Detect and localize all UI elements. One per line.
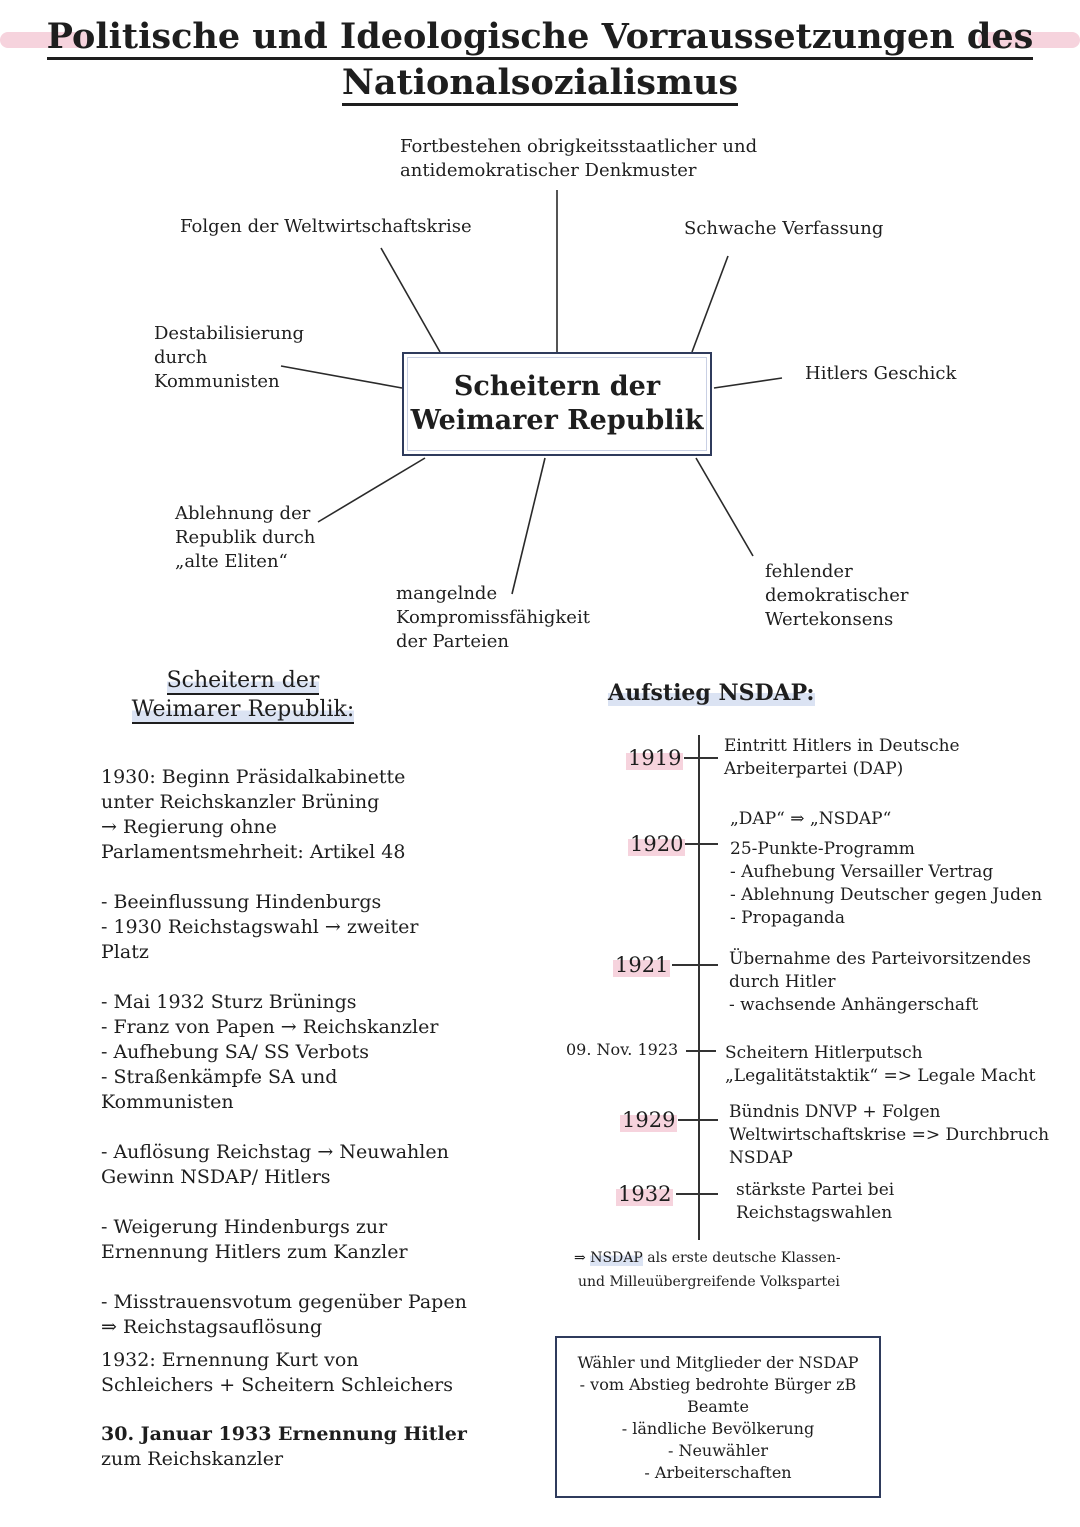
year-1932-label: 1932 xyxy=(618,1182,672,1206)
left-block-1-line-3: → Regierung ohne xyxy=(101,816,277,838)
left-block-5-line-2: Ernennung Hitlers zum Kanzler xyxy=(101,1241,408,1263)
year-1932 xyxy=(616,1181,673,1207)
footnote-text: als erste deutsche Klassen- xyxy=(647,1250,841,1266)
tick-1919 xyxy=(684,757,718,759)
left-heading-line-2: Weimarer Republik: xyxy=(131,697,355,722)
branch-bottom-line-1: mangelnde xyxy=(396,583,498,604)
left-block-3 xyxy=(101,990,438,1115)
left-block-3-line-3: - Aufhebung SA/ SS Verbots xyxy=(101,1041,369,1063)
branch-bottom-line-2: Kompromissfähigkeit xyxy=(396,607,590,628)
mindmap-center-box xyxy=(402,352,712,456)
event-1923-line-1: Scheitern Hitlerputsch xyxy=(725,1043,923,1063)
event-1923-line-2: „Legalitätstaktik“ => Legale Macht xyxy=(725,1066,1036,1086)
branch-bottom-left-line-1: Ablehnung der xyxy=(175,503,311,524)
timeline-heading xyxy=(608,678,815,708)
voter-box-line-3: Beamte xyxy=(687,1397,749,1416)
event-1921 xyxy=(729,948,1031,1017)
left-block-8-line-1: 30. Januar 1933 Ernennung Hitler xyxy=(101,1423,467,1445)
left-block-5 xyxy=(101,1215,408,1265)
center-line-1: Scheitern der xyxy=(453,371,661,402)
event-1932-line-1: stärkste Partei bei xyxy=(736,1180,895,1200)
tick-1921 xyxy=(672,964,718,966)
connector-bottom-left xyxy=(318,458,425,522)
left-block-6-line-1: - Misstrauensvotum gegenüber Papen xyxy=(101,1291,467,1313)
voter-box xyxy=(555,1336,881,1498)
voter-box-line-6: - Arbeiterschaften xyxy=(644,1463,792,1482)
event-1932 xyxy=(736,1179,894,1225)
branch-top-line-2: antidemokratischer Denkmuster xyxy=(400,160,697,181)
event-1920-line-3: - Ablehnung Deutscher gegen Juden xyxy=(730,885,1043,905)
voter-box-line-4: - ländliche Bevölkerung xyxy=(621,1419,815,1438)
branch-left xyxy=(154,322,304,394)
left-block-3-line-2: - Franz von Papen → Reichskanzler xyxy=(101,1016,439,1038)
event-1919-line-2: Arbeiterpartei (DAP) xyxy=(724,759,904,779)
left-block-1-line-2: unter Reichskanzler Brüning xyxy=(101,791,380,813)
branch-bottom-right-line-2: demokratischer xyxy=(765,585,909,606)
footnote-line-2: und Milleuübergreifende Volkspartei xyxy=(578,1274,840,1290)
left-block-6-line-2: ⇒ Reichstagsauflösung xyxy=(101,1316,323,1338)
left-block-6 xyxy=(101,1290,467,1340)
event-1920-line-2: - Aufhebung Versailler Vertrag xyxy=(730,862,994,882)
left-block-1-line-1: 1930: Beginn Präsidalkabinette xyxy=(101,766,406,788)
footnote-arrow-icon: ⇒ xyxy=(574,1250,586,1266)
tick-1920 xyxy=(684,843,718,845)
year-1923 xyxy=(566,1040,678,1060)
branch-top-left: Folgen der Weltwirtschaftskrise xyxy=(180,216,472,237)
year-1923-label: 09. Nov. 1923 xyxy=(566,1040,679,1059)
left-block-2-line-1: - Beeinflussung Hindenburgs xyxy=(101,891,382,913)
branch-left-line-2: durch xyxy=(154,347,208,368)
left-block-4-line-1: - Auflösung Reichstag → Neuwahlen xyxy=(101,1141,449,1163)
branch-bottom-right-line-3: Wertekonsens xyxy=(765,609,894,630)
left-block-8-line-2: zum Reichskanzler xyxy=(101,1448,284,1470)
left-block-7 xyxy=(101,1348,453,1398)
event-1929-line-3: NSDAP xyxy=(729,1148,793,1168)
left-block-2-line-3: Platz xyxy=(101,941,149,963)
event-1932-line-2: Reichstagswahlen xyxy=(736,1203,893,1223)
branch-left-line-3: Kommunisten xyxy=(154,371,280,392)
voter-box-line-1: Wähler und Mitglieder der NSDAP xyxy=(577,1353,859,1372)
connector-bottom xyxy=(512,458,545,594)
connector-top-left xyxy=(381,248,440,352)
left-block-5-line-1: - Weigerung Hindenburgs zur xyxy=(101,1216,388,1238)
event-1929-line-2: Weltwirtschaftskrise => Durchbruch xyxy=(729,1125,1050,1145)
left-block-2-line-2: - 1930 Reichstagswahl → zweiter xyxy=(101,916,419,938)
year-1929-label: 1929 xyxy=(622,1108,676,1132)
left-block-3-line-1: - Mai 1932 Sturz Brünings xyxy=(101,991,357,1013)
event-1919-line-1: Eintritt Hitlers in Deutsche xyxy=(724,736,960,756)
timeline-heading-text: Aufstieg NSDAP: xyxy=(608,680,815,706)
event-1920-line-1: 25-Punkte-Programm xyxy=(730,839,915,859)
left-block-1 xyxy=(101,765,405,865)
left-block-1-line-4: Parlamentsmehrheit: Artikel 48 xyxy=(101,841,406,863)
branch-bottom-right-line-1: fehlender xyxy=(765,561,853,582)
left-block-3-line-5: Kommunisten xyxy=(101,1091,234,1113)
tick-1923 xyxy=(686,1050,716,1052)
footnote-highlight: NSDAP xyxy=(590,1250,643,1266)
branch-bottom-line-3: der Parteien xyxy=(396,631,510,652)
left-section-heading xyxy=(130,666,356,724)
voter-box-line-5: - Neuwähler xyxy=(667,1441,769,1460)
left-block-3-line-4: - Straßenkämpfe SA und xyxy=(101,1066,338,1088)
year-1919 xyxy=(626,745,683,771)
timeline-axis xyxy=(698,735,700,1240)
year-1920-label: 1920 xyxy=(630,832,684,856)
left-block-2 xyxy=(101,890,418,965)
timeline-footnote xyxy=(574,1246,841,1294)
event-1920-rename: „DAP“ ⇒ „NSDAP“ xyxy=(730,809,892,829)
event-1921-line-1: Übernahme des Parteivorsitzendes xyxy=(729,949,1031,969)
left-block-7-line-1: 1932: Ernennung Kurt von xyxy=(101,1349,359,1371)
year-1921-label: 1921 xyxy=(615,953,669,977)
branch-left-line-1: Destabilisierung xyxy=(154,323,305,344)
event-1929-line-1: Bündnis DNVP + Folgen xyxy=(729,1102,941,1122)
event-1919 xyxy=(724,735,960,781)
connector-top-right xyxy=(692,256,728,352)
branch-bottom-left xyxy=(175,502,315,574)
branch-bottom xyxy=(396,582,590,654)
tick-1932 xyxy=(676,1193,718,1195)
event-1923 xyxy=(725,1042,1036,1088)
branch-bottom-left-line-3: „alte Eliten“ xyxy=(175,551,288,572)
branch-top-line-1: Fortbestehen obrigkeitsstaatlicher und xyxy=(400,136,758,157)
left-block-8 xyxy=(101,1422,467,1472)
branch-top xyxy=(400,135,757,183)
connector-bottom-right xyxy=(696,458,753,556)
voter-box-line-2: - vom Abstieg bedrohte Bürger zB xyxy=(579,1375,857,1394)
branch-top-right: Schwache Verfassung xyxy=(684,218,884,239)
year-1920 xyxy=(628,831,685,857)
center-line-2: Weimarer Republik xyxy=(410,405,704,436)
left-heading-line-1: Scheitern der xyxy=(166,668,320,693)
branch-right: Hitlers Geschick xyxy=(805,363,957,384)
title-line-1: Politische und Ideologische Vorraussetzungen des xyxy=(47,17,1034,60)
year-1919-label: 1919 xyxy=(628,746,682,770)
left-block-7-line-2: Schleichers + Scheitern Schleichers xyxy=(101,1374,453,1396)
branch-bottom-left-line-2: Republik durch xyxy=(175,527,316,548)
left-block-4 xyxy=(101,1140,449,1190)
event-1920-line-4: - Propaganda xyxy=(730,908,845,928)
connector-right xyxy=(714,378,782,388)
left-block-4-line-2: Gewinn NSDAP/ Hitlers xyxy=(101,1166,331,1188)
branch-bottom-right xyxy=(765,560,908,632)
event-1929 xyxy=(729,1101,1049,1170)
event-1921-line-2: durch Hitler xyxy=(729,972,836,992)
event-1920 xyxy=(730,808,1042,930)
tick-1929 xyxy=(678,1119,718,1121)
year-1929 xyxy=(620,1107,677,1133)
year-1921 xyxy=(613,952,670,978)
event-1921-line-3: - wachsende Anhängerschaft xyxy=(729,995,979,1015)
title-line-2: Nationalsozialismus xyxy=(342,63,738,106)
